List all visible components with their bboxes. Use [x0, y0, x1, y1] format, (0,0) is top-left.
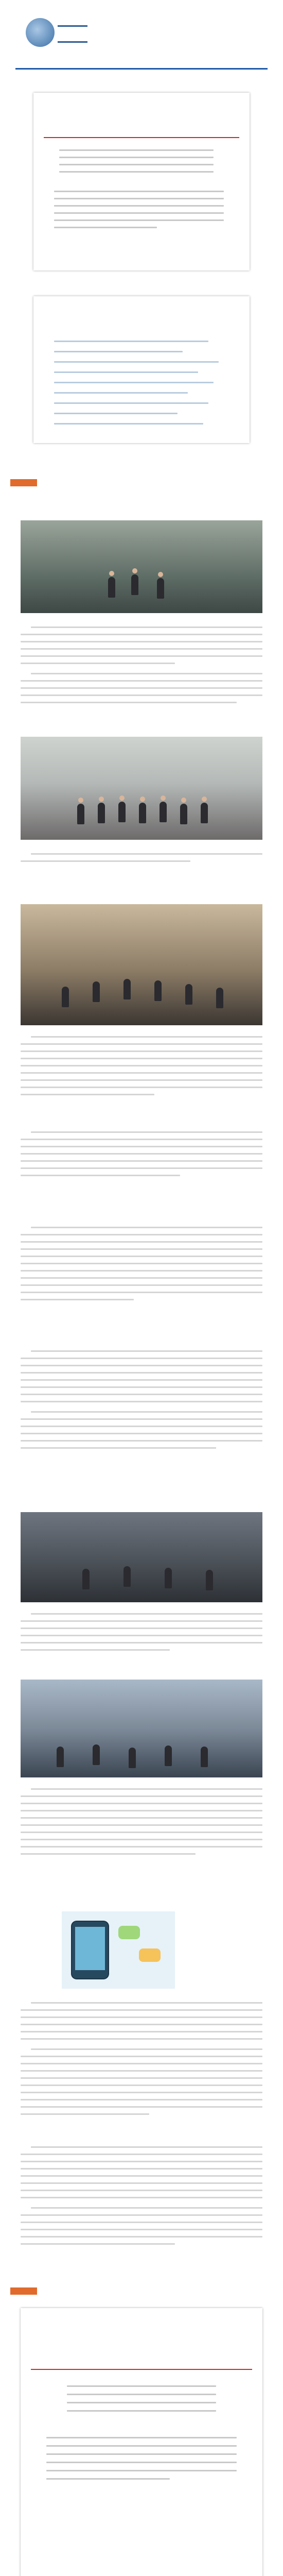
text-line [31, 1613, 262, 1615]
header-rule [15, 68, 268, 70]
person-figure [108, 577, 115, 598]
text-line [67, 2410, 216, 2412]
text-line [21, 1817, 262, 1819]
photo-conference [21, 1512, 262, 1602]
article-body [21, 2143, 262, 2262]
text-line [21, 2056, 262, 2057]
text-line [21, 1832, 262, 1833]
text-line [21, 1440, 262, 1442]
text-line [21, 680, 262, 682]
red-rule [31, 2369, 252, 2370]
text-line [21, 2229, 262, 2230]
text-line [31, 673, 262, 674]
text-line [21, 1649, 170, 1651]
section-tag [10, 2287, 37, 2295]
photo-corridor-visit [21, 520, 262, 613]
person-head [202, 796, 207, 802]
text-line [21, 687, 262, 689]
text-line [21, 2031, 262, 2032]
red-rule [44, 137, 239, 138]
text-line [21, 694, 262, 696]
text-line [21, 1372, 262, 1374]
bulletin-header [0, 0, 283, 77]
text-line [21, 1277, 262, 1279]
text-line [46, 2445, 237, 2447]
text-line [21, 1620, 262, 1622]
person-figure [57, 1747, 64, 1767]
article-body [21, 1347, 262, 1476]
contents-line [54, 392, 188, 394]
organization-logo [26, 18, 87, 49]
text-line [54, 205, 224, 207]
text-line [21, 663, 175, 664]
article-body [21, 623, 262, 726]
globe-icon [26, 18, 55, 47]
contents-line [54, 382, 214, 383]
text-line [21, 2222, 262, 2223]
text-line [21, 1153, 262, 1155]
text-line [21, 634, 262, 635]
text-line [21, 1263, 262, 1264]
text-line [21, 702, 237, 703]
text-line [21, 2077, 262, 2079]
text-line [21, 2243, 175, 2245]
text-line [21, 1642, 262, 1643]
text-line [67, 2385, 216, 2387]
text-line [21, 1628, 262, 1629]
text-line [21, 1839, 262, 1840]
text-line [21, 1175, 180, 1176]
person-figure [216, 988, 223, 1008]
text-line [21, 2106, 262, 2108]
text-line [54, 219, 224, 221]
text-line [31, 853, 262, 855]
text-line [54, 191, 224, 192]
logo-wordmark [58, 25, 87, 43]
text-line [21, 2236, 262, 2238]
text-line [31, 1131, 262, 1133]
text-line [21, 1167, 262, 1169]
text-line [31, 1227, 262, 1228]
person-head [140, 796, 145, 802]
text-line [21, 1087, 262, 1088]
person-head [161, 795, 166, 801]
text-line [21, 2099, 262, 2100]
person-figure [131, 574, 138, 595]
person-figure [160, 802, 167, 822]
text-line [67, 2402, 216, 2403]
text-line [46, 2478, 170, 2480]
text-line [21, 2092, 262, 2093]
article-body [21, 850, 262, 871]
person-figure [129, 1748, 136, 1768]
text-line [21, 1241, 262, 1243]
contents-sheet [33, 296, 250, 443]
text-line [21, 1234, 262, 1235]
person-figure [118, 802, 126, 822]
text-line [31, 2207, 262, 2209]
contents-line [54, 413, 178, 414]
person-figure [123, 979, 131, 999]
text-line [21, 1065, 262, 1066]
person-head [99, 796, 104, 802]
text-line [59, 171, 214, 173]
text-line [21, 1418, 262, 1420]
text-line [21, 1043, 262, 1045]
text-line [54, 212, 224, 214]
person-figure [62, 987, 69, 1007]
contents-line [54, 423, 203, 425]
person-figure [77, 804, 84, 824]
bulletin-subline [21, 59, 262, 66]
chat-bubble-icon [139, 1948, 161, 1962]
phone-screen [75, 1927, 105, 1970]
person-head [109, 571, 114, 576]
person-figure [201, 803, 208, 823]
text-line [21, 1270, 262, 1272]
text-line [21, 648, 262, 650]
text-line [31, 2146, 262, 2148]
text-line [21, 2154, 262, 2155]
text-line [21, 655, 262, 657]
article-body [21, 1610, 262, 1672]
app-illustration [62, 1911, 175, 1989]
photo-group-standing [21, 737, 262, 840]
text-line [21, 2024, 262, 2025]
photo-audience [21, 1680, 262, 1777]
bulletin-title [103, 15, 257, 46]
text-line [21, 1256, 262, 1257]
text-line [21, 1379, 262, 1381]
text-line [21, 1146, 262, 1147]
photo-meeting-room [21, 904, 262, 1025]
text-line [21, 2009, 262, 2011]
article-body [21, 1128, 262, 1195]
text-line [21, 2038, 262, 2040]
text-line [54, 227, 157, 228]
text-line [54, 198, 224, 199]
person-figure [82, 1569, 90, 1589]
article-body [21, 1033, 262, 1110]
text-line [21, 1139, 262, 1140]
text-line [21, 1394, 262, 1395]
text-line [21, 2070, 262, 2072]
text-line [31, 2048, 262, 2050]
article-body [21, 1785, 262, 1875]
person-head [158, 572, 163, 577]
text-line [21, 1635, 262, 1636]
text-line [21, 2175, 262, 2177]
person-figure [165, 1568, 172, 1588]
text-line [46, 2437, 237, 2438]
text-line [46, 2462, 237, 2463]
text-line [21, 1292, 262, 1293]
text-line [21, 1299, 134, 1300]
text-line [46, 2470, 237, 2471]
text-line [59, 157, 214, 158]
text-line [21, 2016, 262, 2018]
person-head [181, 798, 186, 803]
app-caption [180, 1917, 262, 1984]
text-line [21, 2182, 262, 2184]
text-line [21, 2214, 262, 2216]
text-line [21, 1846, 262, 1848]
person-figure [201, 1747, 208, 1767]
text-line [31, 1350, 262, 1352]
text-line [21, 1079, 262, 1081]
text-line [21, 1447, 216, 1449]
person-figure [93, 981, 100, 1002]
text-line [21, 1160, 262, 1162]
cover-document-sheet [33, 93, 250, 270]
text-line [21, 1824, 262, 1826]
text-line [59, 164, 214, 165]
text-line [67, 2394, 216, 2395]
person-figure [165, 1745, 172, 1766]
contents-line [54, 341, 208, 342]
person-figure [98, 803, 105, 823]
article-body [21, 1224, 262, 1321]
text-line [21, 1433, 262, 1434]
article-body [21, 1999, 262, 2133]
text-line [21, 1094, 154, 1095]
text-line [31, 2002, 262, 2004]
text-line [21, 1072, 262, 1074]
contents-line [54, 402, 208, 404]
chat-bubble-icon [118, 1926, 140, 1939]
contents-line [54, 351, 183, 352]
contents-line [54, 371, 198, 373]
notice-document-sheet [21, 2308, 262, 2576]
phone-icon [72, 1922, 108, 1978]
text-line [21, 1358, 262, 1359]
text-line [21, 1058, 262, 1059]
text-line [21, 860, 190, 862]
text-line [21, 1248, 262, 1250]
person-head [132, 568, 137, 573]
text-line [21, 1853, 196, 1855]
text-line [21, 2197, 262, 2198]
person-figure [154, 980, 162, 1001]
person-figure [206, 1570, 213, 1590]
text-line [21, 1795, 262, 1797]
text-line [21, 1050, 262, 1052]
text-line [21, 1386, 262, 1388]
person-figure [93, 1744, 100, 1765]
person-figure [139, 803, 146, 823]
person-figure [185, 984, 192, 1005]
text-line [21, 2113, 149, 2115]
person-figure [157, 578, 164, 599]
text-line [31, 1411, 262, 1413]
text-line [21, 2168, 262, 2170]
text-line [31, 1788, 262, 1790]
text-line [59, 149, 214, 151]
text-line [21, 2063, 262, 2064]
person-head [119, 795, 125, 801]
text-line [31, 1036, 262, 1038]
text-line [21, 2190, 262, 2191]
text-line [21, 1401, 262, 1402]
section-tag [10, 479, 37, 486]
text-line [21, 1365, 262, 1366]
text-line [21, 2161, 262, 2162]
text-line [21, 1803, 262, 1804]
text-line [21, 1810, 262, 1811]
person-figure [123, 1566, 131, 1587]
text-line [46, 2453, 237, 2455]
text-line [21, 1284, 262, 1286]
text-line [21, 2084, 262, 2086]
text-line [21, 641, 262, 642]
contents-line [54, 361, 219, 363]
text-line [21, 1426, 262, 1427]
person-figure [180, 804, 187, 824]
person-head [78, 798, 83, 803]
text-line [31, 626, 262, 628]
